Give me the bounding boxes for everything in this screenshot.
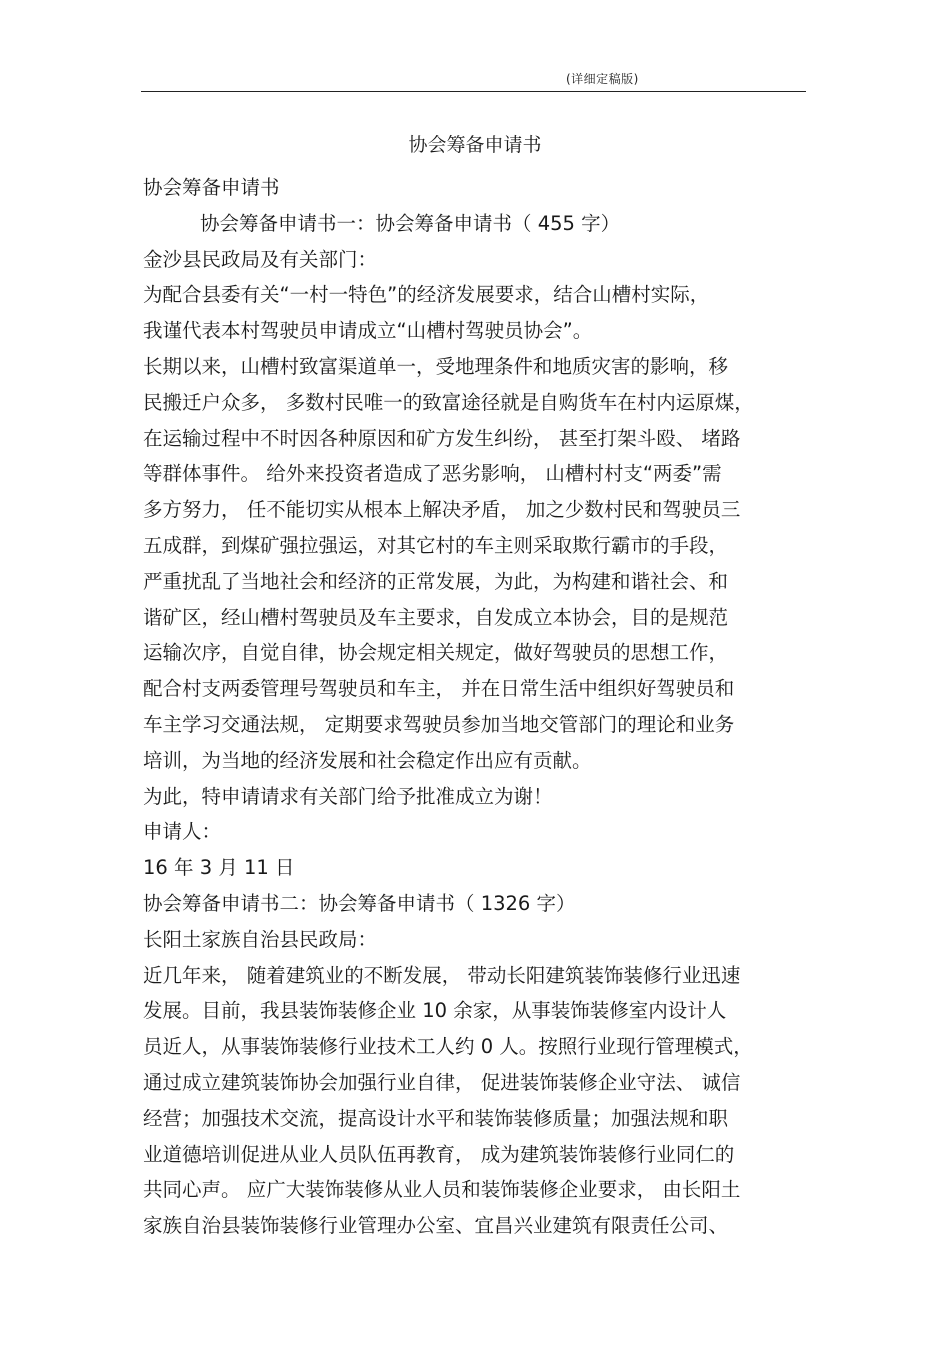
body-line: 民搬迁户众多， 多数村民唯一的致富途径就是自购货车在村内运原煤， bbox=[143, 390, 754, 414]
body-line: 经营；加强技术交流，提高设计水平和装饰装修质量；加强法规和职 bbox=[143, 1106, 729, 1130]
body-line: 近几年来， 随着建筑业的不断发展， 带动长阳建筑装饰装修行业迅速 bbox=[143, 963, 741, 987]
header-divider bbox=[141, 91, 806, 92]
body-line: 通过成立建筑装饰协会加强行业自律， 促进装饰装修企业守法、 诚信 bbox=[143, 1070, 741, 1094]
document-version-label: (详细定稿版) bbox=[566, 72, 639, 86]
body-line: 等群体事件。 给外来投资者造成了恶劣影响， 山槽村村支“两委”需 bbox=[143, 462, 722, 486]
body-line: 为此，特申请请求有关部门给予批准成立为谢！ bbox=[143, 784, 553, 808]
body-line: 发展。目前，我县装饰装修企业 10 余家，从事装饰装修室内设计人 bbox=[143, 999, 727, 1023]
body-line: 多方努力， 任不能切实从根本上解决矛盾， 加之少数村民和驾驶员三 bbox=[143, 498, 741, 522]
body-line: 协会筹备申请书二：协会筹备申请书（ 1326 字） bbox=[143, 891, 576, 915]
body-line: 共同心声。 应广大装饰装修从业人员和装饰装修企业要求， 由长阳土 bbox=[143, 1178, 741, 1202]
body-line: 在运输过程中不时因各种原因和矿方发生纠纷， 甚至打架斗殴、 堵路 bbox=[143, 426, 741, 450]
body-line: 配合村支两委管理号驾驶员和车主， 并在日常生活中组织好驾驶员和 bbox=[143, 677, 735, 701]
body-line: 运输次序，自觉自律，协会规定相关规定，做好驾驶员的思想工作， bbox=[143, 641, 729, 665]
body-line: 长期以来，山槽村致富渠道单一，受地理条件和地质灾害的影响，移 bbox=[143, 354, 729, 378]
body-line: 家族自治县装饰装修行业管理办公室、宜昌兴业建筑有限责任公司、 bbox=[143, 1214, 729, 1238]
body-line: 协会筹备申请书 bbox=[143, 176, 280, 199]
body-line: 业道德培训促进从业人员队伍再教育， 成为建筑装饰装修行业同仁的 bbox=[143, 1142, 735, 1166]
body-line: 长阳土家族自治县民政局： bbox=[143, 927, 378, 951]
document-body bbox=[143, 170, 813, 1244]
body-line: 五成群，到煤矿强拉强运，对其它村的车主则采取欺行霸市的手段， bbox=[143, 533, 729, 557]
body-line: 金沙县民政局及有关部门： bbox=[143, 247, 378, 271]
body-line: 我谨代表本村驾驶员申请成立“山槽村驾驶员协会”。 bbox=[143, 319, 593, 343]
body-line: 培训，为当地的经济发展和社会稳定作出应有贡献。 bbox=[143, 748, 592, 772]
body-line: 严重扰乱了当地社会和经济的正常发展，为此，为构建和谐社会、和 bbox=[143, 569, 729, 593]
body-line: 为配合县委有关“一村一特色”的经济发展要求，结合山槽村实际， bbox=[143, 283, 710, 307]
body-line: 申请人： bbox=[143, 820, 222, 844]
body-line: 谐矿区，经山槽村驾驶员及车主要求，自发成立本协会，目的是规范 bbox=[143, 605, 729, 629]
body-line: 协会筹备申请书一：协会筹备申请书（ 455 字） bbox=[200, 211, 621, 235]
body-line: 车主学习交通法规， 定期要求驾驶员参加当地交管部门的理论和业务 bbox=[143, 712, 735, 736]
document-title: 协会筹备申请书 bbox=[408, 134, 542, 156]
body-line: 16 年 3 月 11 日 bbox=[143, 856, 295, 880]
body-line: 员近人，从事装饰装修行业技术工人约 0 人。按照行业现行管理模式， bbox=[143, 1035, 753, 1059]
